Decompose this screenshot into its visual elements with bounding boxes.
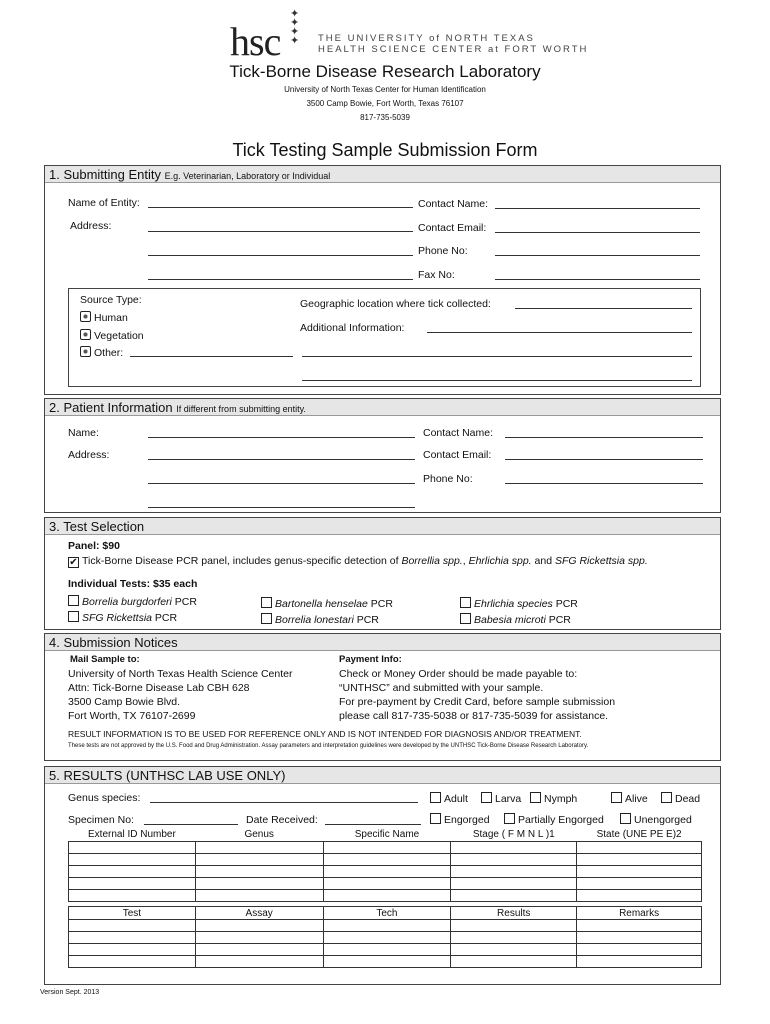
other-field[interactable] (130, 356, 293, 357)
col-tech: Tech (323, 907, 451, 920)
lab-address: 3500 Camp Bowie, Fort Worth, Texas 76107 (306, 99, 464, 108)
hsc-logo: hsc ✦ ✦ ✦ ✦ (230, 8, 300, 64)
fda-disclaimer: These tests are not approved by the U.S. Food and Drug Administration. Assay parameters and interpretation guidelines were developed by the UNTHSC Tick-Borne Disease Research Laboratory. (68, 743, 589, 749)
phone-label: Phone No: (418, 245, 468, 257)
university-line2: HEALTH SCIENCE CENTER at FORT WORTH (318, 44, 589, 55)
contact-name-field[interactable] (495, 208, 700, 209)
opt-engorged[interactable]: Engorged (430, 813, 490, 826)
table-row[interactable] (69, 841, 702, 853)
patient-address-field-2[interactable] (148, 483, 415, 484)
entity-name-label: Name of Entity: (68, 197, 140, 209)
additional-label: Additional Information: (300, 322, 405, 334)
opt-alive[interactable]: Alive (611, 792, 648, 805)
test-borrelia-burgdorferi[interactable]: Borrelia burgdorferi PCR (68, 595, 197, 608)
test-bartonella[interactable]: Bartonella henselae PCR (261, 597, 393, 610)
section2-subtitle: If different from submitting entity. (176, 404, 306, 414)
radio-other[interactable] (80, 346, 91, 357)
address-label: Address: (70, 220, 112, 232)
lab-phone: 817-735-5039 (360, 113, 410, 122)
specimen-table (68, 828, 702, 902)
contact-name-label: Contact Name: (418, 198, 489, 210)
geo-label: Geographic location where tick collected: (300, 298, 491, 310)
col-assay: Assay (195, 907, 323, 920)
panel-price: Panel: $90 (68, 540, 120, 552)
phone-field[interactable] (495, 255, 700, 256)
patient-name-field[interactable] (148, 437, 415, 438)
table-row[interactable] (69, 853, 702, 865)
date-received-label: Date Received: (246, 814, 318, 826)
table-row[interactable] (69, 944, 702, 956)
date-received-field[interactable] (325, 824, 421, 825)
section-patient-information (44, 398, 721, 513)
section5-title: 5. RESULTS (UNTHSC LAB USE ONLY) (49, 768, 286, 783)
col-remarks: Remarks (577, 907, 702, 920)
mail-sample-block: Mail Sample to: University of North Texas Health Science Center Attn: Tick-Borne Disease Lab CBH 628 3500 Camp Bowie Blvd. Fort Worth, TX 76107-2699 (68, 654, 293, 722)
checkbox[interactable] (481, 792, 492, 803)
genus-label: Genus species: (68, 792, 141, 804)
test-borrelia-lonestari[interactable]: Borrelia lonestari PCR (261, 613, 379, 626)
patient-name-label: Name: (68, 427, 99, 439)
table-row[interactable] (69, 920, 702, 932)
checkbox[interactable] (620, 813, 631, 824)
additional-field-1[interactable] (427, 332, 692, 333)
checkbox[interactable] (661, 792, 672, 803)
center-name: University of North Texas Center for Human Identification (284, 85, 486, 94)
test-babesia[interactable]: Babesia microti PCR (460, 613, 571, 626)
table-row[interactable] (69, 932, 702, 944)
patient-phone-field[interactable] (505, 483, 703, 484)
checkbox[interactable] (68, 595, 79, 606)
checkbox[interactable] (430, 792, 441, 803)
fax-field[interactable] (495, 279, 700, 280)
genus-field[interactable] (150, 802, 418, 803)
patient-address-field-1[interactable] (148, 459, 415, 460)
source-human[interactable]: Human (80, 311, 128, 324)
source-vegetation[interactable]: Vegetation (80, 329, 144, 342)
table-row[interactable] (69, 889, 702, 901)
university-line1: THE UNIVERSITY of NORTH TEXAS (318, 33, 535, 44)
entity-name-field[interactable] (148, 207, 413, 208)
individual-tests-price: Individual Tests: $35 each (68, 578, 198, 590)
opt-adult[interactable]: Adult (430, 792, 468, 805)
payment-info-block: Payment Info: Check or Money Order should be made payable to: “UNTHSC” and submitted with your sample. For pre-payment by Credit Card, before sample submission please call 817-735-5038 or 817-735-5039 for assistance. (339, 654, 616, 722)
checkbox[interactable] (68, 611, 79, 622)
geo-field[interactable] (515, 308, 692, 309)
address-field-1[interactable] (148, 231, 413, 232)
table-row[interactable] (69, 865, 702, 877)
radio-vegetation[interactable] (80, 329, 91, 340)
test-results-table (68, 906, 702, 968)
specimen-label: Specimen No: (68, 814, 134, 826)
checkbox[interactable] (611, 792, 622, 803)
section1-subtitle: E.g. Veterinarian, Laboratory or Individual (164, 171, 331, 181)
col-external-id: External ID Number (69, 828, 196, 841)
section3-title: 3. Test Selection (49, 519, 145, 534)
additional-field-2[interactable] (302, 356, 692, 357)
specimen-field[interactable] (144, 824, 238, 825)
checkbox[interactable] (530, 792, 541, 803)
patient-phone-label: Phone No: (423, 473, 473, 485)
address-field-2[interactable] (148, 255, 413, 256)
source-other[interactable]: Other: (80, 346, 123, 359)
patient-contact-name-label: Contact Name: (423, 427, 494, 439)
version-label: Version Sept. 2013 (40, 989, 100, 996)
address-field-3[interactable] (148, 279, 413, 280)
lab-name: Tick-Borne Disease Research Laboratory (229, 62, 541, 81)
form-title: Tick Testing Sample Submission Form (232, 140, 538, 160)
source-type-label: Source Type: (80, 294, 142, 306)
table-row[interactable] (69, 877, 702, 889)
test-sfg-rickettsia[interactable]: SFG Rickettsia PCR (68, 611, 177, 624)
section2-title: 2. Patient Information (49, 400, 173, 415)
opt-partially-engorged[interactable]: Partially Engorged (504, 813, 604, 826)
col-test: Test (69, 907, 196, 920)
checkbox[interactable] (460, 597, 471, 608)
patient-contact-email-label: Contact Email: (423, 449, 492, 461)
opt-dead[interactable]: Dead (661, 792, 700, 805)
panel-option[interactable]: ✔ Tick-Borne Disease PCR panel, includes genus-specific detection of Borrellia spp., Ehrlichia spp. and SFG Rickettsia spp. (69, 555, 648, 568)
checkbox[interactable] (460, 613, 471, 624)
result-disclaimer: RESULT INFORMATION IS TO BE USED FOR REFERENCE ONLY AND IS NOT INTENDED FOR DIAGNOSIS AND/OR TREATMENT. (68, 729, 582, 739)
col-state: State (UNE PE E)2 (577, 828, 702, 841)
contact-email-field[interactable] (495, 232, 700, 233)
checkbox[interactable] (430, 813, 441, 824)
col-stage: Stage ( F M N L )1 (451, 828, 577, 841)
checkbox[interactable] (504, 813, 515, 824)
section4-title: 4. Submission Notices (49, 635, 178, 650)
checkbox[interactable] (261, 597, 272, 608)
table-row[interactable] (69, 956, 702, 968)
patient-contact-email-field[interactable] (505, 459, 703, 460)
additional-field-3[interactable] (302, 380, 692, 381)
patient-address-field-3[interactable] (148, 507, 415, 508)
test-ehrlichia[interactable]: Ehrlichia species PCR (460, 597, 578, 610)
table-header-row (69, 828, 702, 841)
section1-title: 1. Submitting Entity (49, 167, 161, 182)
checkbox[interactable] (261, 613, 272, 624)
logo-stars-icon: ✦ ✦ ✦ ✦ (290, 8, 300, 47)
patient-address-label: Address: (68, 449, 110, 461)
radio-human[interactable] (80, 311, 91, 322)
fax-label: Fax No: (418, 269, 455, 281)
patient-contact-name-field[interactable] (505, 437, 703, 438)
col-results: Results (451, 907, 577, 920)
panel-checkbox[interactable]: ✔ (69, 557, 78, 568)
col-genus: Genus (195, 828, 323, 841)
opt-unengorged[interactable]: Unengorged (620, 813, 692, 826)
table-header-row (69, 907, 702, 920)
contact-email-label: Contact Email: (418, 222, 487, 234)
opt-larva[interactable]: Larva (481, 792, 521, 805)
col-specific-name: Specific Name (323, 828, 451, 841)
opt-nymph[interactable]: Nymph (530, 792, 577, 805)
